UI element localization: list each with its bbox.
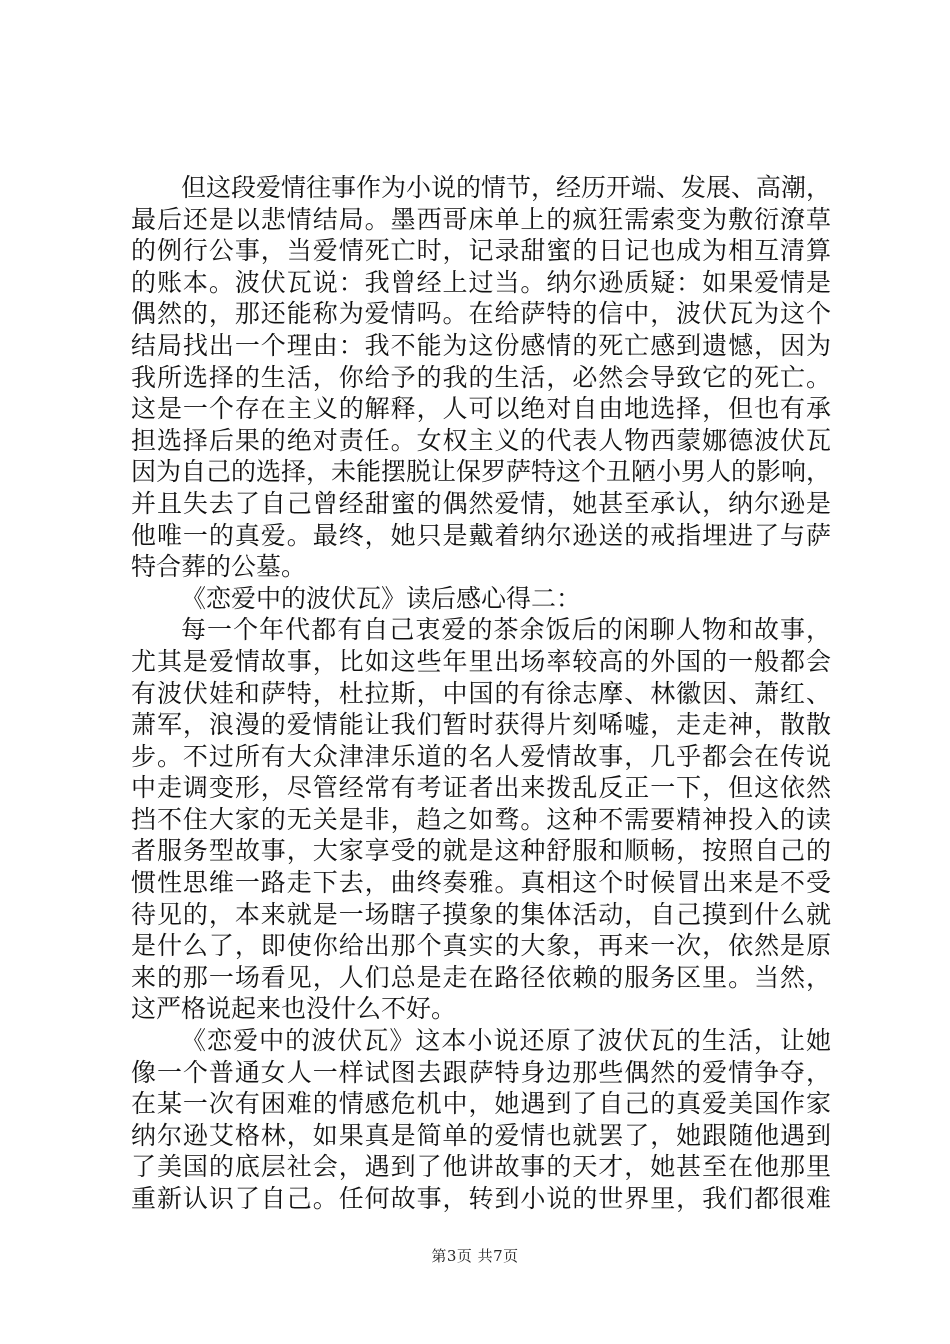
text-line: 者服务型故事，大家享受的就是这种舒服和顺畅，按照自己的: [131, 836, 831, 866]
text-line: 我所选择的生活，你给予的我的生活，必然会导致它的死亡。: [131, 362, 831, 392]
text-line: 担选择后果的绝对责任。女权主义的代表人物西蒙娜德波伏瓦: [131, 425, 831, 455]
text-line: 每一个年代都有自己衷爱的茶余饭后的闲聊人物和故事，: [181, 615, 831, 645]
text-line: 中走调变形，尽管经常有考证者出来拨乱反正一下，但这依然: [131, 773, 831, 803]
text-line: 纳尔逊艾格林，如果真是简单的爱情也就罢了，她跟随他遇到: [131, 1120, 831, 1150]
text-line: 尤其是爱情故事，比如这些年里出场率较高的外国的一般都会: [131, 646, 831, 676]
text-line: 但这段爱情往事作为小说的情节，经历开端、发展、高潮，: [181, 173, 832, 202]
text-line: 的例行公事，当爱情死亡时，记录甜蜜的日记也成为相互清算: [131, 236, 831, 266]
text-line: 偶然的，那还能称为爱情吗。在给萨特的信中，波伏瓦为这个: [131, 299, 831, 329]
body-text: [131, 172, 831, 1215]
text-line: 特合葬的公墓。: [131, 552, 307, 582]
paragraph: [131, 172, 831, 583]
paragraph: [131, 614, 831, 1025]
text-line: 《恋爱中的波伏瓦》这本小说还原了波伏瓦的生活，让她: [181, 1026, 831, 1056]
text-line: 他唯一的真爱。最终，她只是戴着纳尔逊送的戒指埋进了与萨: [131, 520, 831, 550]
text-line: 因为自己的选择，未能摆脱让保罗萨特这个丑陋小男人的影响，: [131, 457, 832, 487]
text-line: 《恋爱中的波伏瓦》读后感心得二：: [181, 583, 582, 613]
text-line: 最后还是以悲情结局。墨西哥床单上的疯狂需索变为敷衍潦草: [131, 204, 831, 234]
text-line: 萧军，浪漫的爱情能让我们暂时获得片刻唏嘘，走走神，散散: [131, 710, 831, 740]
text-line: 这是一个存在主义的解释，人可以绝对自由地选择，但也有承: [131, 394, 831, 424]
text-line: 了美国的底层社会，遇到了他讲故事的天才，她甚至在他那里: [131, 1152, 831, 1182]
text-line: 重新认识了自己。任何故事，转到小说的世界里，我们都很难: [131, 1184, 831, 1213]
text-line: 是什么了，即使你给出那个真实的大象，再来一次，依然是原: [131, 931, 831, 961]
text-line: 待见的，本来就是一场瞎子摸象的集体活动，自己摸到什么就: [131, 899, 831, 929]
text-line: 像一个普通女人一样试图去跟萨特身边那些偶然的爱情争夺，: [131, 1057, 831, 1087]
text-line: 的账本。波伏瓦说：我曾经上过当。纳尔逊质疑：如果爱情是: [131, 267, 831, 297]
text-line: 在某一次有困难的情感危机中，她遇到了自己的真爱美国作家: [131, 1089, 831, 1119]
text-line: 来的那一场看见，人们总是走在路径依赖的服务区里。当然，: [131, 962, 831, 992]
text-line: 惯性思维一路走下去，曲终奏雅。真相这个时候冒出来是不受: [131, 868, 831, 898]
paragraph: [131, 583, 831, 615]
paragraph: [131, 1025, 831, 1215]
text-line: 挡不住大家的无关是非，趋之如骛。这种不需要精神投入的读: [131, 804, 831, 834]
text-line: 并且失去了自己曾经甜蜜的偶然爱情，她甚至承认，纳尔逊是: [131, 488, 831, 518]
text-line: 这严格说起来也没什么不好。: [131, 994, 457, 1024]
text-line: 有波伏娃和萨特，杜拉斯，中国的有徐志摩、林徽因、萧红、: [131, 678, 831, 708]
page-footer: 第3页 共7页: [431, 1247, 519, 1265]
text-line: 结局找出一个理由：我不能为这份感情的死亡感到遗憾，因为: [131, 330, 831, 360]
text-line: 步。不过所有大众津津乐道的名人爱情故事，几乎都会在传说: [131, 741, 831, 771]
